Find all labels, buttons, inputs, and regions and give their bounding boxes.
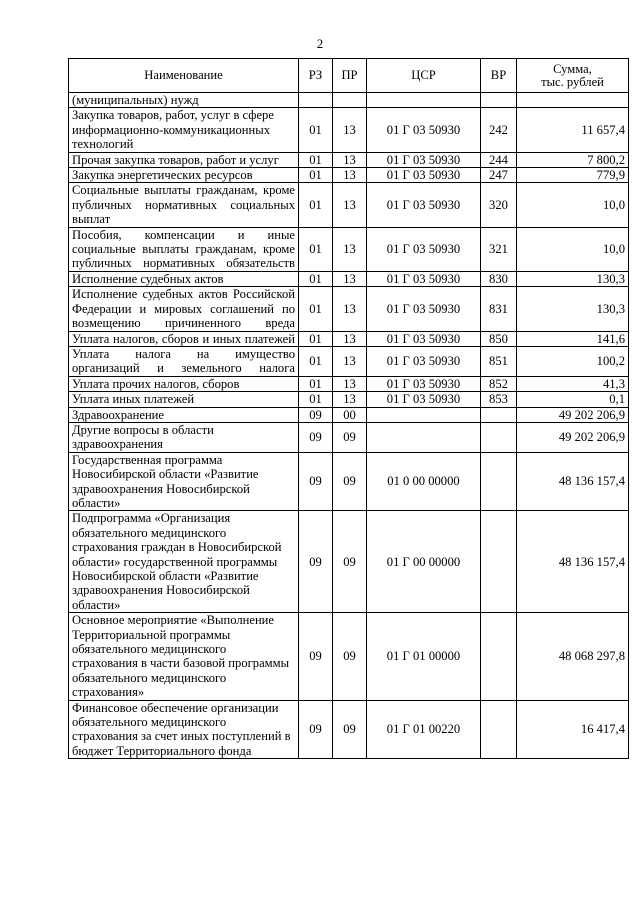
- row-vr: [481, 407, 517, 422]
- row-sum: 48 136 157,4: [517, 511, 629, 613]
- row-name: Уплата налога на имущество организаций и земельного налога: [69, 346, 299, 376]
- table-row: [69, 700, 629, 759]
- row-csr: 01 Г 03 50930: [367, 168, 481, 183]
- header-pr: ПР: [333, 59, 367, 93]
- row-csr: 01 Г 03 50930: [367, 183, 481, 227]
- row-pr: 09: [333, 511, 367, 613]
- row-sum: 49 202 206,9: [517, 422, 629, 452]
- row-vr: 853: [481, 392, 517, 407]
- row-csr: [367, 422, 481, 452]
- table-row: [69, 168, 629, 183]
- table-body: [69, 93, 629, 759]
- row-rz: 09: [299, 452, 333, 511]
- row-csr: 01 Г 03 50930: [367, 287, 481, 331]
- table-row: [69, 271, 629, 286]
- row-pr: 09: [333, 700, 367, 759]
- row-csr: 01 Г 03 50930: [367, 346, 481, 376]
- row-sum: 10,0: [517, 183, 629, 227]
- row-pr: 09: [333, 422, 367, 452]
- row-sum: 41,3: [517, 376, 629, 391]
- row-pr: 00: [333, 407, 367, 422]
- row-csr: 01 Г 03 50930: [367, 331, 481, 346]
- table-row: [69, 511, 629, 613]
- row-rz: 01: [299, 152, 333, 167]
- row-name: Исполнение судебных актов Российской Федерации и мировых соглашений по возмещению причиненного вреда: [69, 287, 299, 331]
- row-pr: 09: [333, 452, 367, 511]
- row-pr: 13: [333, 392, 367, 407]
- row-vr: [481, 93, 517, 108]
- table-row: [69, 287, 629, 331]
- row-name: Пособия, компенсации и иные социальные выплаты гражданам, кроме публичных нормативных обязательств: [69, 227, 299, 271]
- row-sum: 10,0: [517, 227, 629, 271]
- row-rz: 01: [299, 227, 333, 271]
- row-rz: 01: [299, 287, 333, 331]
- row-csr: [367, 407, 481, 422]
- row-rz: 09: [299, 407, 333, 422]
- row-rz: 01: [299, 183, 333, 227]
- row-pr: 13: [333, 271, 367, 286]
- row-name: Основное мероприятие «Выполнение Территориальной программы обязательного медицинского страхования в части базовой программы обязательного медицинского страхования»: [69, 613, 299, 700]
- row-name: Государственная программа Новосибирской области «Развитие здравоохранения Новосибирской области»: [69, 452, 299, 511]
- table-row: [69, 613, 629, 700]
- row-name: Закупка энергетических ресурсов: [69, 168, 299, 183]
- row-rz: 01: [299, 108, 333, 152]
- table-row: [69, 376, 629, 391]
- table-row: [69, 392, 629, 407]
- row-vr: [481, 422, 517, 452]
- table-row: [69, 183, 629, 227]
- row-pr: 13: [333, 287, 367, 331]
- row-name: Финансовое обеспечение организации обязательного медицинского страхования за счет иных поступлений в бюджет Территориального фонда: [69, 700, 299, 759]
- row-sum: 100,2: [517, 346, 629, 376]
- row-csr: 01 Г 03 50930: [367, 152, 481, 167]
- row-pr: 13: [333, 168, 367, 183]
- row-rz: 09: [299, 511, 333, 613]
- page-number: 2: [316, 36, 324, 51]
- row-name: Подпрограмма «Организация обязательного медицинского страхования граждан в Новосибирской области» государственной программы Новосибирской области «Развитие здравоохранения Новосибирской области»: [69, 511, 299, 613]
- row-rz: [299, 93, 333, 108]
- row-vr: [481, 511, 517, 613]
- row-vr: [481, 700, 517, 759]
- row-pr: 13: [333, 227, 367, 271]
- row-sum: 7 800,2: [517, 152, 629, 167]
- row-vr: 320: [481, 183, 517, 227]
- row-rz: 01: [299, 392, 333, 407]
- row-sum: 48 068 297,8: [517, 613, 629, 700]
- row-rz: 01: [299, 346, 333, 376]
- row-sum: 130,3: [517, 287, 629, 331]
- row-rz: 01: [299, 168, 333, 183]
- header-sum: Сумма, тыс. рублей: [517, 59, 629, 93]
- row-rz: 09: [299, 700, 333, 759]
- row-name: Другие вопросы в области здравоохранения: [69, 422, 299, 452]
- row-name: Закупка товаров, работ, услуг в сфере информационно-коммуникационных технологий: [69, 108, 299, 152]
- row-pr: [333, 93, 367, 108]
- row-pr: 13: [333, 376, 367, 391]
- row-name: (муниципальных) нужд: [69, 93, 299, 108]
- row-name: Уплата налогов, сборов и иных платежей: [69, 331, 299, 346]
- row-sum: 779,9: [517, 168, 629, 183]
- row-name: Уплата прочих налогов, сборов: [69, 376, 299, 391]
- row-pr: 13: [333, 346, 367, 376]
- row-sum: 141,6: [517, 331, 629, 346]
- row-vr: 850: [481, 331, 517, 346]
- row-vr: [481, 452, 517, 511]
- table-row: [69, 93, 629, 108]
- table-row: [69, 346, 629, 376]
- table-row: [69, 227, 629, 271]
- row-pr: 13: [333, 152, 367, 167]
- row-pr: 13: [333, 183, 367, 227]
- row-pr: 13: [333, 108, 367, 152]
- row-name: Здравоохранение: [69, 407, 299, 422]
- row-csr: 01 Г 01 00000: [367, 613, 481, 700]
- row-sum: 16 417,4: [517, 700, 629, 759]
- row-pr: 09: [333, 613, 367, 700]
- row-csr: 01 Г 03 50930: [367, 271, 481, 286]
- header-name: Наименование: [69, 59, 299, 93]
- row-rz: 09: [299, 422, 333, 452]
- header-csr: ЦСР: [367, 59, 481, 93]
- row-sum: 48 136 157,4: [517, 452, 629, 511]
- row-csr: 01 Г 03 50930: [367, 376, 481, 391]
- table-row: [69, 108, 629, 152]
- row-rz: 01: [299, 376, 333, 391]
- table-row: [69, 331, 629, 346]
- row-csr: 01 0 00 00000: [367, 452, 481, 511]
- row-csr: 01 Г 00 00000: [367, 511, 481, 613]
- row-sum: 49 202 206,9: [517, 407, 629, 422]
- row-vr: 247: [481, 168, 517, 183]
- row-csr: 01 Г 01 00220: [367, 700, 481, 759]
- row-rz: 01: [299, 271, 333, 286]
- row-sum: 0,1: [517, 392, 629, 407]
- row-csr: 01 Г 03 50930: [367, 108, 481, 152]
- table-row: [69, 407, 629, 422]
- row-rz: 09: [299, 613, 333, 700]
- row-name: Социальные выплаты гражданам, кроме публичных нормативных социальных выплат: [69, 183, 299, 227]
- row-vr: 831: [481, 287, 517, 331]
- row-csr: [367, 93, 481, 108]
- row-vr: 852: [481, 376, 517, 391]
- table-header-row: [69, 59, 629, 93]
- row-name: Прочая закупка товаров, работ и услуг: [69, 152, 299, 167]
- row-sum: [517, 93, 629, 108]
- row-vr: 244: [481, 152, 517, 167]
- row-sum: 130,3: [517, 271, 629, 286]
- row-name: Исполнение судебных актов: [69, 271, 299, 286]
- row-vr: 851: [481, 346, 517, 376]
- row-name: Уплата иных платежей: [69, 392, 299, 407]
- table-row: [69, 452, 629, 511]
- row-vr: 321: [481, 227, 517, 271]
- row-vr: 242: [481, 108, 517, 152]
- row-vr: 830: [481, 271, 517, 286]
- header-vr: ВР: [481, 59, 517, 93]
- table-row: [69, 422, 629, 452]
- row-pr: 13: [333, 331, 367, 346]
- row-csr: 01 Г 03 50930: [367, 392, 481, 407]
- header-rz: РЗ: [299, 59, 333, 93]
- table-row: [69, 152, 629, 167]
- row-csr: 01 Г 03 50930: [367, 227, 481, 271]
- row-rz: 01: [299, 331, 333, 346]
- budget-table: [68, 58, 629, 759]
- row-sum: 11 657,4: [517, 108, 629, 152]
- row-vr: [481, 613, 517, 700]
